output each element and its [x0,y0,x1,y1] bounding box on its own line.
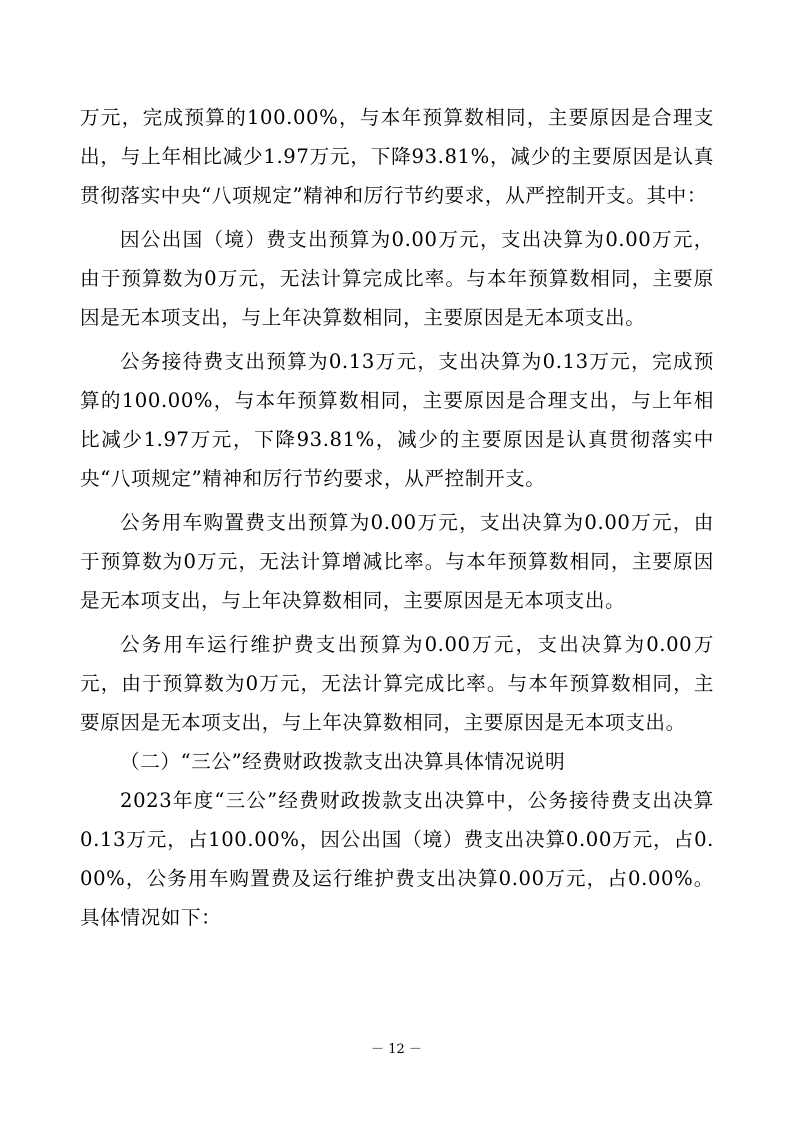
paragraph-official-reception: 公务接待费支出预算为0.13万元，支出决算为0.13万元，完成预算的100.00%，与本年预算数相同，主要原因是合理支出，与上年相比减少1.97万元，下降93.81%，减少的主要原因是认真贯彻落实中央“八项规定”精神和厉行节约要求，从严控制开支。 [80,350,714,490]
document-body [80,98,714,937]
paragraph-vehicle-purchase: 公务用车购置费支出预算为0.00万元，支出决算为0.00万元，由于预算数为0万元，无法计算增减比率。与本年预算数相同，主要原因是无本项支出，与上年决算数相同，主要原因是无本项支出。 [80,511,714,612]
paragraph-overseas-travel: 因公出国（境）费支出预算为0.00万元，支出决算为0.00万元，由于预算数为0万元，无法计算完成比率。与本年预算数相同，主要原因是无本项支出，与上年决算数相同，主要原因是无本项支出。 [80,228,714,329]
page-number: － 12 － [371,1042,422,1057]
section-heading: （二）“三公”经费财政拨款支出决算具体情况说明 [120,750,566,773]
paragraph-vehicle-maintenance: 公务用车运行维护费支出预算为0.00万元，支出决算为0.00万元，由于预算数为0万元，无法计算完成比率。与本年预算数相同，主要原因是无本项支出，与上年决算数相同，主要原因是无本项支出。 [80,633,714,734]
paragraph-continuation: 万元，完成预算的100.00%，与本年预算数相同，主要原因是合理支出，与上年相比减少1.97万元，下降93.81%，减少的主要原因是认真贯彻落实中央“八项规定”精神和厉行节约要求，从严控制开支。其中： [80,106,714,207]
paragraph-summary: 2023年度“三公”经费财政拨款支出决算中，公务接待费支出决算0.13万元，占100.00%，因公出国（境）费支出决算0.00万元，占0.00%，公务用车购置费及运行维护费支出决算0.00万元，占0.00%。具体情况如下： [80,789,714,929]
